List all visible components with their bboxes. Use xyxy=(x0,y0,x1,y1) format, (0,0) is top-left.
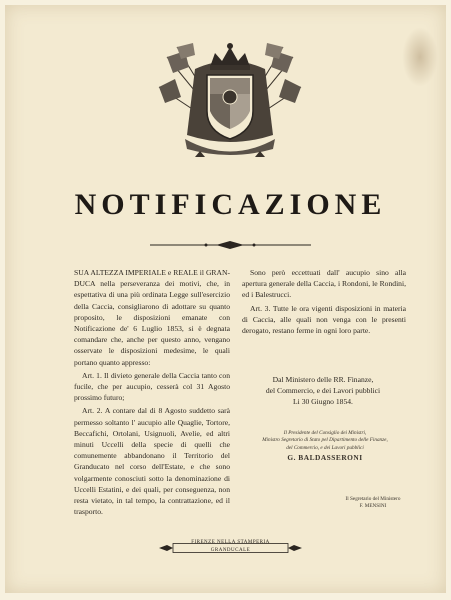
signature-name-minister: G. BALDASSERONI xyxy=(287,453,363,463)
signature-block-secretary xyxy=(323,496,423,511)
signature-block-minister xyxy=(245,430,405,463)
coat-of-arms-icon xyxy=(155,39,305,164)
page-title: NOTIFICAZIONE xyxy=(74,188,387,221)
signature-title-3: del Commercio, e dei Lavori pubblici xyxy=(286,444,364,451)
paper-stain xyxy=(402,27,438,87)
dateline-line-2: del Commercio, e dei Lavori pubblici xyxy=(265,386,381,396)
dateline-line-1: Dal Ministero delle RR. Finanze, xyxy=(272,375,374,384)
dateline-date: Li 30 Giugno 1854. xyxy=(293,397,353,407)
exception-paragraph: Sono però eccettuati dall' aucupio sino alla apertura generale della Caccia, i Rondoni, le Rondini, ed i Balestrucci. xyxy=(242,268,406,300)
signature-title-2: Ministro Segretario di Stato pel Dipartimento delle Finanze, xyxy=(262,437,388,444)
right-column-text xyxy=(242,267,406,338)
dateline xyxy=(252,374,394,408)
article-3: Art. 3. Tutte le ora vigenti disposizioni in materia di Caccia, alle quali non venga con le presenti derogato, restano ferme in ogni loro parte. xyxy=(242,303,406,336)
signature-name-secretary: F. MENSINI xyxy=(359,503,387,510)
secretary-title: Il Segretario del Ministero xyxy=(345,496,401,502)
article-2: Art. 2. A contare dal di 8 Agosto suddetto sarà permesso soltanto l' aucupio alle Quaglie, Tortore, Beccafichi, Ortolani, Usignuoli, Avelie, ed altri minuti Uccelli della specie di quelli che comunemente abbandonano il Territorio del Granducato nel corso dell'Estate, e che sono volgarmente conosciuti sotto la denominazione di Uccelli Estatini, e dei quali, per conseguenza, non resta vietato, in tal tempo, la contrattazione, ed il trasporto. xyxy=(74,406,230,517)
signature-title-1: Il Presidente del Consiglio dei Ministri, xyxy=(283,430,367,436)
decorative-divider xyxy=(150,241,311,249)
printer-imprint xyxy=(159,538,302,553)
left-column-text xyxy=(74,267,230,519)
opening-paragraph: SUA ALTEZZA IMPERIALE e REALE il GRAN-DUCA nella perseveranza dei motivi, che, in espettativa di una più ordinata Legge sull'esercizio della Caccia, consigliarono di adottare su quanto proposito, le disposizioni emanate con Notificazione de' 6 Luglio 1853, si è degnata comandare che, anche per questo anno, vengano osservate le disposizioni medesime, le quali portano quanto appresso: xyxy=(74,268,230,367)
article-1: Art. 1. Il divieto generale della Caccia tanto con fucile, che per aucupio, cesserà col 31 Agosto prossimo futuro; xyxy=(74,370,230,403)
document-sheet xyxy=(5,5,446,593)
printer-line: FIRENZE NELLA STAMPERIA GRANDUCALE xyxy=(191,540,270,553)
